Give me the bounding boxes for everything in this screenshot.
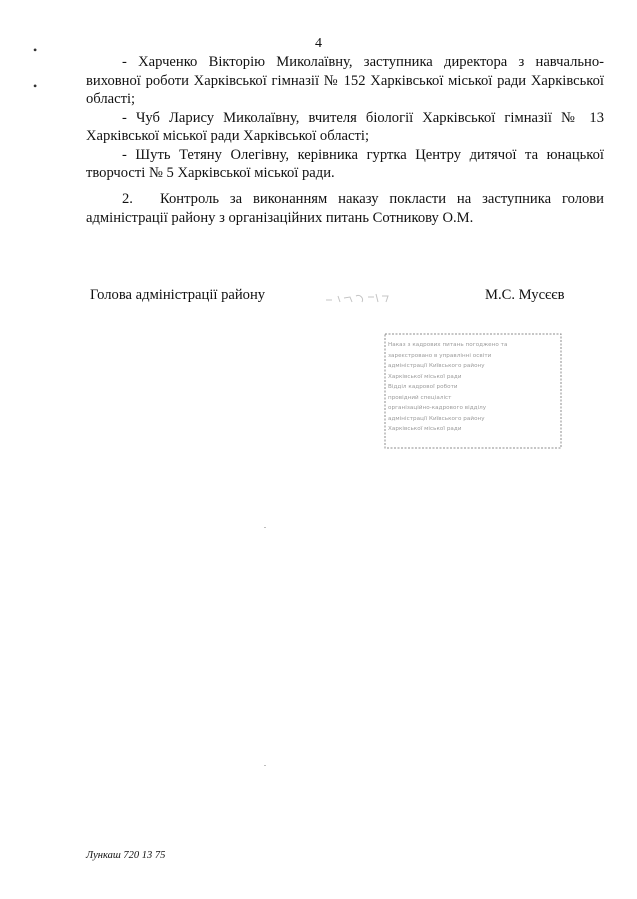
- stamp-line: провідний спеціаліст: [388, 394, 452, 401]
- signature-scribble: [322, 288, 402, 310]
- stamp-line: Харківської міської ради: [388, 426, 462, 432]
- appointee-paragraph: - Чуб Ларису Миколаївну, вчителя біології Харківської гімназії № 13 Харківської міської ради Харківської області;: [86, 109, 604, 144]
- scan-speck: [264, 765, 266, 766]
- appointee-paragraph: - Харченко Вікторію Миколаївну, заступника директора з навчально-виховної роботи Харківської гімназії № 152 Харківської міської ради Харківської області;: [86, 54, 604, 107]
- stamp-line: Харківської міської ради: [388, 373, 462, 380]
- registration-stamp: [388, 340, 558, 435]
- signatory-name: М.С. Мусєєв: [485, 287, 565, 303]
- footer-contact: Лункаш 720 13 75: [86, 850, 166, 861]
- stamp-line: адміністрації Київського району: [388, 415, 485, 422]
- margin-mark: •: [33, 79, 38, 93]
- clause-number: 2.: [122, 191, 133, 207]
- appointee-paragraph: - Шуть Тетяну Олегівну, керівника гуртка Центру дитячої та юнацької творчості № 5 Харківської міської ради.: [86, 146, 604, 181]
- clause-text: Контроль за виконанням наказу покласти на заступника голови адміністрації району з організаційних питань Сотникову О.М.: [86, 191, 604, 226]
- signatory-title: Голова адміністрації району: [90, 287, 266, 303]
- stamp-line: Відділ кадрової роботи: [388, 384, 458, 390]
- control-clause: [86, 190, 604, 228]
- appointee-list: [86, 53, 604, 183]
- page-number: 4: [315, 36, 322, 51]
- stamp-line: організаційно-кадрового відділу: [388, 405, 487, 411]
- stamp-line: адміністрації Київського району: [388, 363, 485, 369]
- stamp-line: Наказ з кадрових питань погоджено та: [388, 342, 508, 348]
- stamp-line: зареєстровано в управлінні освіти: [388, 352, 492, 359]
- margin-mark: •: [33, 43, 38, 57]
- scan-speck: [264, 527, 266, 528]
